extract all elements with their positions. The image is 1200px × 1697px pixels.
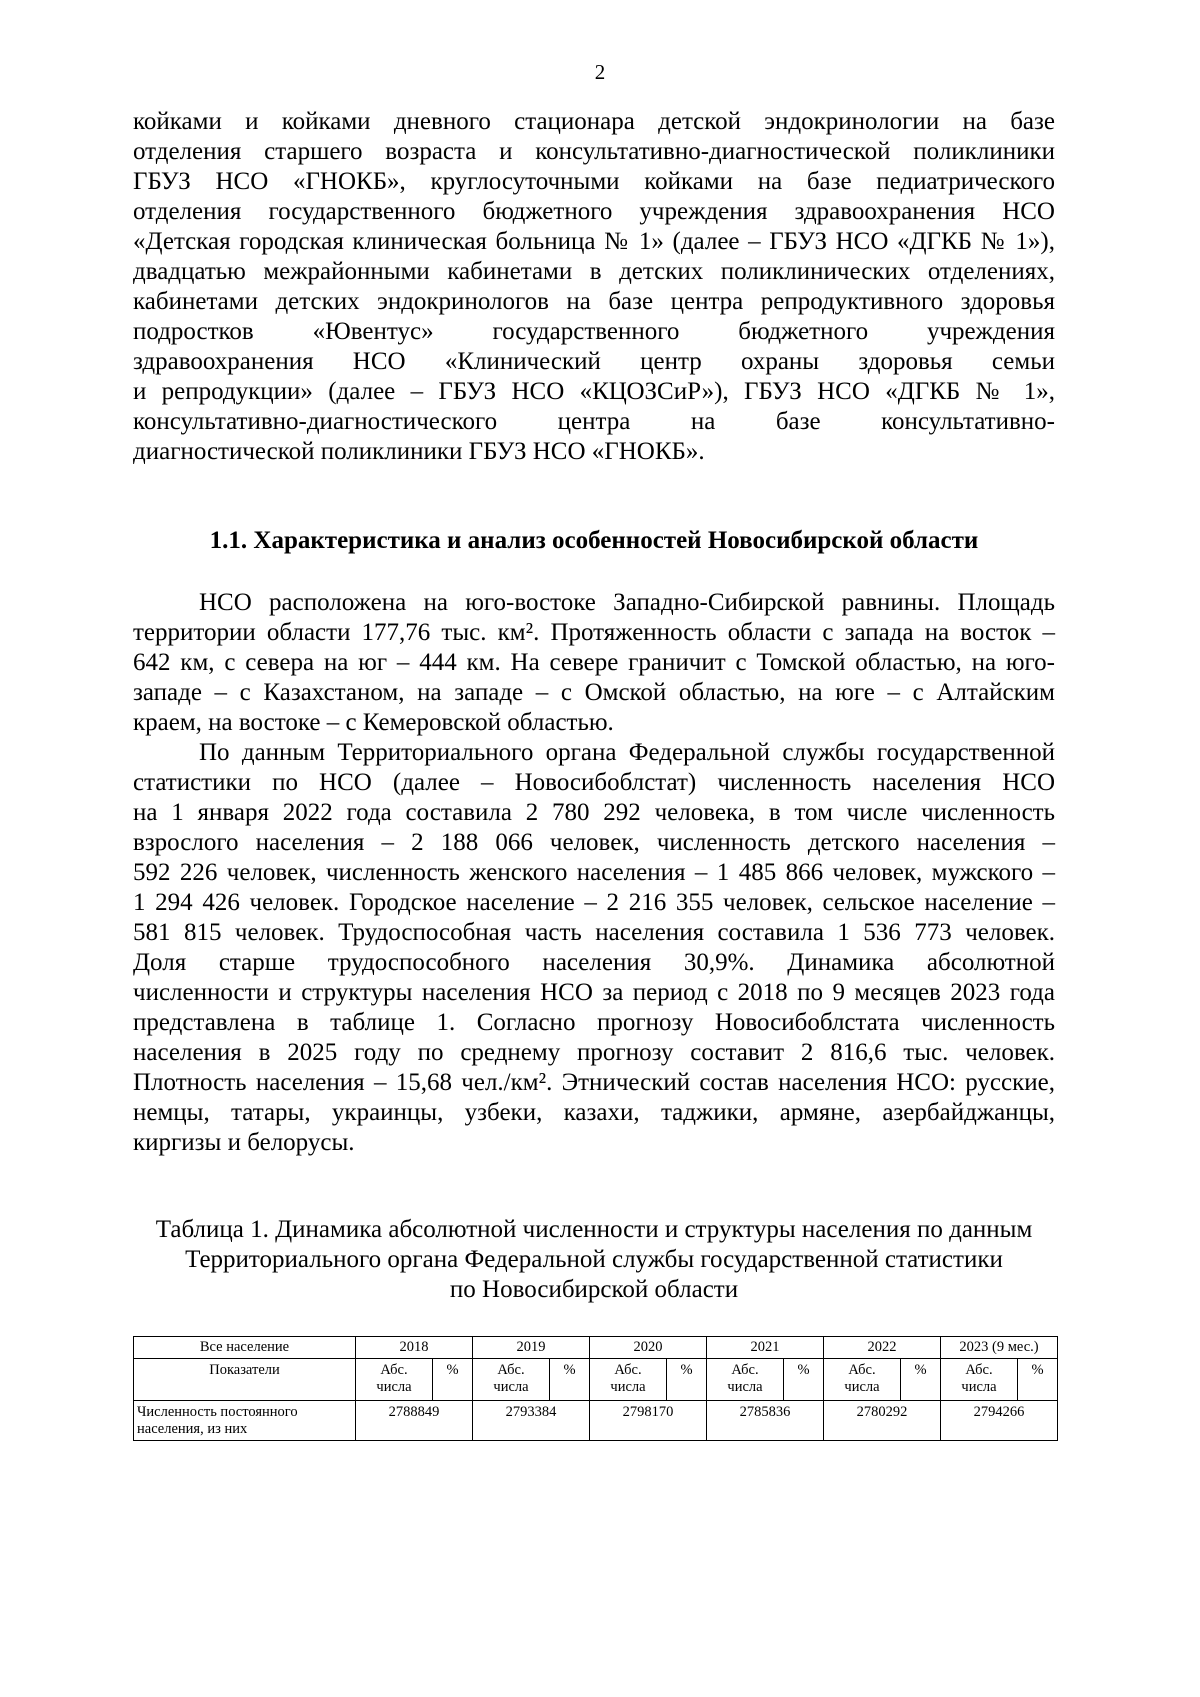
text-line: Доля старше трудоспособного населения 30,9%. Динамика абсолютной [133,949,1055,976]
year-header: 2022 [824,1337,941,1359]
text-line: консультативно-диагностического центра на базе консультативно- [133,408,1055,435]
text-line: По данным Территориального органа Федеральной службы государственной [199,739,1055,766]
text-line: 642 км, с севера на юг – 444 км. На севере граничит с Томской областью, на юго- [133,649,1055,676]
abs-header-cell [707,1359,784,1401]
pct-header-cell: % [784,1359,824,1401]
intro-paragraph [133,107,1055,467]
text-line: представлена в таблице 1. Согласно прогнозу Новосибоблстата численность [133,1009,1055,1036]
value-cell: 2780292 [824,1401,941,1441]
caption-line: Таблица 1. Динамика абсолютной численности и структуры населения по данным [155,1216,1033,1243]
text-line: «Детская городская клиническая больница № 1» (далее – ГБУЗ НСО «ДГКБ № 1»), [133,228,1055,255]
text-line: 592 226 человек, численность женского населения – 1 485 866 человек, мужского – [133,859,1055,886]
value-cell: 2785836 [707,1401,824,1441]
abs-header-cell [941,1359,1018,1401]
text-line: статистики по НСО (далее – Новосибоблстат) численность населения НСО [133,769,1055,796]
population-table [133,1336,1058,1441]
paragraph-geography [133,588,1055,738]
abs-header-cell [473,1359,550,1401]
header-label-cell: Все население [134,1337,356,1359]
abs-header-label: Абс. числа [376,1362,412,1395]
table-subheader-row [134,1359,1058,1401]
year-header: 2021 [707,1337,824,1359]
text-line: Плотность населения – 15,68 чел./км². Этнический состав населения НСО: русские, [133,1069,1055,1096]
row-label-cell [134,1401,356,1441]
text-line: отделения государственного бюджетного учреждения здравоохранения НСО [133,198,1055,225]
value-cell: 2794266 [941,1401,1058,1441]
text-line: численности и структуры населения НСО за период с 2018 по 9 месяцев 2023 года [133,979,1055,1006]
text-line: кабинетами детских эндокринологов на базе центра репродуктивного здоровья [133,288,1055,315]
text-line: НСО расположена на юго-востоке Западно-Сибирской равнины. Площадь [199,589,1055,616]
year-header: 2020 [590,1337,707,1359]
pct-header-cell: % [1018,1359,1058,1401]
text-line: западе – с Казахстаном, на западе – с Омской областью, на юге – с Алтайским [133,679,1055,706]
year-header: 2018 [356,1337,473,1359]
text-line: 581 815 человек. Трудоспособная часть населения составила 1 536 773 человек. [133,919,1055,946]
text-line: на 1 января 2022 года составила 2 780 292 человека, в том числе численность [133,799,1055,826]
text-line: ГБУЗ НСО «ГНОКБ», круглосуточными койками на базе педиатрического [133,168,1055,195]
abs-header-cell [824,1359,901,1401]
text-line: территории области 177,76 тыс. км². Протяженность области с запада на восток – [133,619,1055,646]
year-header: 2023 (9 мес.) [941,1337,1058,1359]
table-row [134,1401,1058,1441]
page-number: 2 [594,60,606,84]
value-cell: 2793384 [473,1401,590,1441]
abs-header-cell [590,1359,667,1401]
pct-header-cell: % [433,1359,473,1401]
text-line: койками и койками дневного стационара детской эндокринологии на базе [133,108,1055,135]
abs-header-label: Абс. числа [493,1362,529,1395]
text-line: подростков «Ювентус» государственного бюджетного учреждения [133,318,1055,345]
abs-header-label: Абс. числа [961,1362,997,1395]
pct-header-cell: % [901,1359,941,1401]
text-line: диагностической поликлиники ГБУЗ НСО «ГНОКБ». [133,438,705,465]
abs-header-label: Абс. числа [610,1362,646,1395]
abs-header-label: Абс. числа [844,1362,880,1395]
text-line: краем, на востоке – с Кемеровской областью. [133,709,614,736]
text-line: киргизы и белорусы. [133,1129,355,1156]
text-line: взрослого населения – 2 188 066 человек, численность детского населения – [133,829,1055,856]
caption-line: Территориального органа Федеральной службы государственной статистики [185,1246,1003,1273]
caption-line: по Новосибирской области [449,1276,739,1303]
pct-header-cell: % [667,1359,707,1401]
table-header-row [134,1337,1058,1359]
pct-header-cell: % [550,1359,590,1401]
value-cell: 2798170 [590,1401,707,1441]
text-line: и репродукции» (далее – ГБУЗ НСО «КЦОЗСиР»), ГБУЗ НСО «ДГКБ № 1», [133,378,1055,405]
text-line: отделения старшего возраста и консультативно-диагностической поликлиники [133,138,1055,165]
abs-header-cell [356,1359,433,1401]
text-line: здравоохранения НСО «Клинический центр охраны здоровья семьи [133,348,1055,375]
text-line: 1 294 426 человек. Городское население – 2 216 355 человек, сельское население – [133,889,1055,916]
section-heading: 1.1. Характеристика и анализ особенностей Новосибирской области [209,527,979,554]
row-label: Численность постоянного населения, из них [137,1404,298,1437]
table-caption [133,1215,1055,1305]
paragraph-population [133,738,1055,1158]
abs-header-label: Абс. числа [727,1362,763,1395]
year-header: 2019 [473,1337,590,1359]
text-line: двадцатью межрайонными кабинетами в детских поликлинических отделениях, [133,258,1055,285]
value-cell: 2788849 [356,1401,473,1441]
subheader-label-cell: Показатели [134,1359,356,1401]
text-line: населения в 2025 году по среднему прогнозу составит 2 816,6 тыс. человек. [133,1039,1055,1066]
text-line: немцы, татары, украинцы, узбеки, казахи, таджики, армяне, азербайджанцы, [133,1099,1055,1126]
